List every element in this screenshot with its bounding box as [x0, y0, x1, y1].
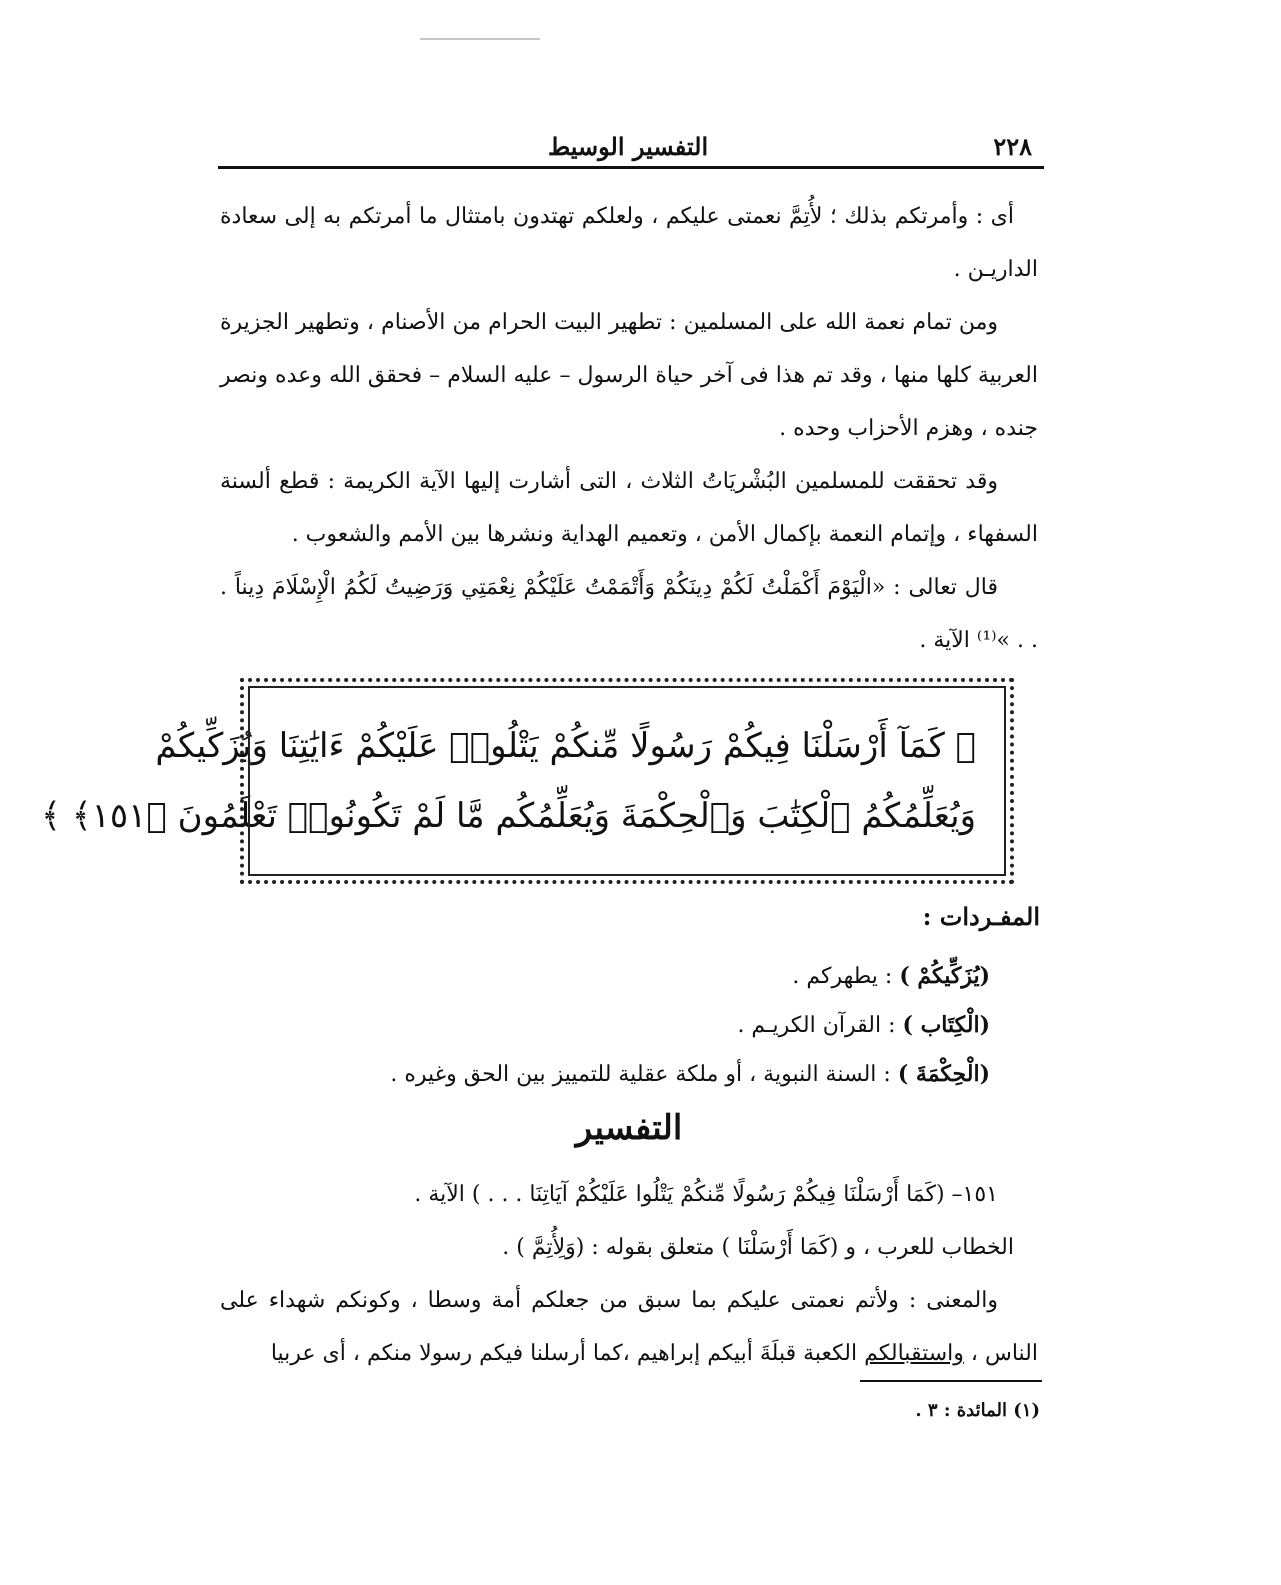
tafsir-p3-end: الكعبة قبلَةَ أبيكم إبراهيم ،كما أرسلنا فيكم رسولا منكم ، أى عربيا [270, 1341, 865, 1366]
paragraph-2: ومن تمام نعمة الله على المسلمين : تطهير البيت الحرام من الأصنام ، وتطهير الجزيرة العربية كلها منها ، وقد تم هذا فى آخر حياة الرسول – عليه السلام – فحقق الله وعده ونصر جنده ، وهزم الأحزاب وحده . [220, 310, 1038, 441]
tafsir-title: التفسير [575, 1108, 683, 1148]
page-number: ٢٢٨ [993, 131, 1032, 161]
vocab-meaning: : يطهركم . [792, 964, 893, 989]
scan-artifact [420, 38, 540, 40]
footnote-rule [860, 1380, 1042, 1382]
vocab-term: (الْكِتَاب ) [902, 1012, 990, 1038]
tafsir-p3-underlined: واستقبالكم [864, 1341, 964, 1366]
vocab-item [300, 1050, 990, 1099]
tafsir-ayah-line: ١٥١– (كَمَا أَرْسَلْنَا فِيكُمْ رَسُولًا مِّنكُمْ يَتْلُوا عَلَيْكُمْ آيَاتِنَا . . . ) الآية . [414, 1182, 998, 1207]
intro-text [220, 190, 1038, 667]
tafsir-text [220, 1168, 1038, 1380]
vocab-meaning: : السنة النبوية ، أو ملكة عقلية للتمييز بين الحق وغيره . [390, 1062, 891, 1087]
vocab-item [300, 1001, 990, 1050]
vocab-meaning: : القرآن الكريـم . [737, 1013, 896, 1038]
paragraph-1: أى : وأمرتكم بذلك ؛ لأُتِمَّ نعمتى عليكم ، ولعلكم تهتدون بامتثال ما أمرتكم به إلى سعادة الداريـن . [220, 204, 1038, 282]
vocabulary-list [300, 952, 990, 1099]
paragraph-4: قال تعالى : «الْيَوْمَ أَكْمَلْتُ لَكُمْ دِينَكُمْ وَأَتْمَمْتُ عَلَيْكُمْ نِعْمَتِي وَرَضِيتُ لَكُمُ الْإِسْلَامَ دِيناً . . . »⁽¹⁾ الآية . [220, 575, 1038, 653]
tafsir-p3-start: والمعنى : ولأتم نعمتى عليكم بما سبق من جعلكم أمة وسطا ، وكونكم شهداء على الناس ، [220, 1288, 1038, 1366]
running-title: التفسير الوسيط [548, 131, 709, 161]
tafsir-line-2: الخطاب للعرب ، و (كَمَا أَرْسَلْنَا ) متعلق بقوله : (وَلِأُتِمَّ ) . [502, 1235, 1014, 1260]
paragraph-3: وقد تحققت للمسلمين البُشْريَاتُ الثلاث ، التى أشارت إليها الآية الكريمة : قطع ألسنة السفهاء ، وإتمام النعمة بإكمال الأمن ، وتعميم الهداية ونشرها بين الأمم والشعوب . [220, 469, 1038, 547]
vocab-term: (الْحِكْمَةَ ) [897, 1061, 990, 1087]
vocab-term: (يُزَكِّيكُمْ ) [899, 963, 990, 989]
quran-verse-box [41, 678, 1014, 884]
page-header [218, 126, 1044, 169]
verse-line-2: وَيُعَلِّمُكُمُ ٱلْكِتَٰبَ وَٱلْحِكْمَةَ وَيُعَلِّمُكُم مَّا لَمْ تَكُونُوا۟ تَعْلَمُونَ ﴿١٥١﴾ ﴾ [41, 796, 976, 836]
verse-line-1: ﴿ كَمَآ أَرْسَلْنَا فِيكُمْ رَسُولًا مِّنكُمْ يَتْلُوا۟ عَلَيْكُمْ ءَايَٰتِنَا وَيُزَكِّيكُمْ [155, 726, 976, 766]
tafsir-paragraph-3 [220, 1274, 1038, 1380]
footnote: (١) المائدة : ٣ . [915, 1400, 1040, 1421]
vocabulary-heading: المفـردات : [922, 902, 1040, 931]
vocab-item [300, 952, 990, 1001]
